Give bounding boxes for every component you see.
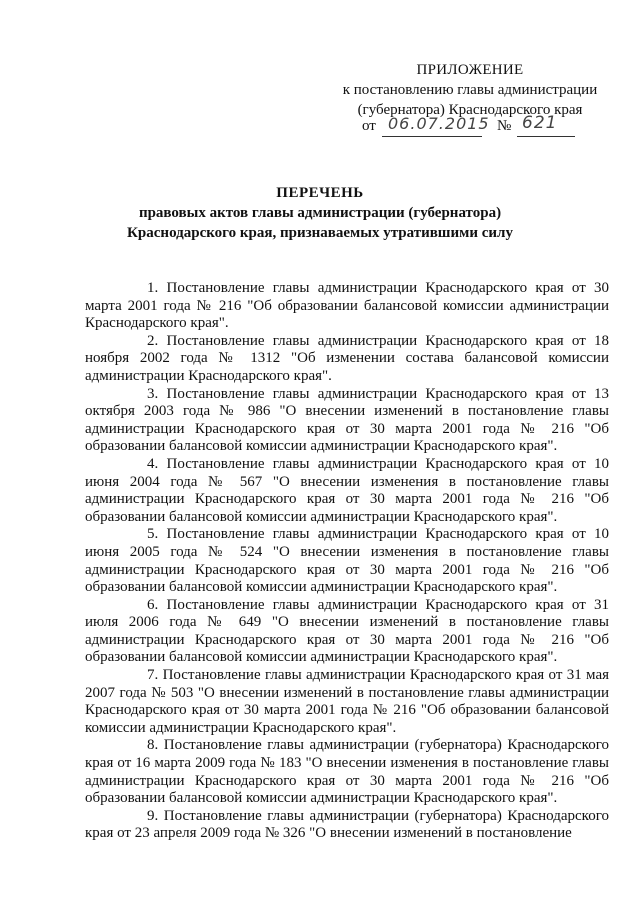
list-item bbox=[85, 333, 609, 386]
item-text: Постановление главы администрации Краснодарского края от 30 марта 2001 года № 216 "Об образовании балансовой комиссии администрации Краснодарского края". bbox=[85, 280, 610, 332]
item-number: 6 . bbox=[147, 597, 167, 613]
appendix-block bbox=[330, 60, 610, 120]
date-underline bbox=[382, 136, 482, 137]
item-text: Постановление главы администрации Краснодарского края от 10 июня 2005 года № 524 "О внесении изменения в постановление главы администрации Краснодарского края от 30 марта 2001 года № 216 "Об образовании балансовой комиссии администрации Краснодарского края". bbox=[85, 526, 610, 596]
appendix-title: ПРИЛОЖЕНИЕ bbox=[416, 62, 524, 78]
item-text: Постановление главы администрации Краснодарского края от 18 ноября 2002 года № 1312 "Об изменении состава балансовой комиссии администрации Краснодарского края". bbox=[85, 332, 610, 384]
handwritten-date: 06.07.2015 bbox=[388, 114, 490, 133]
acts-list bbox=[85, 280, 609, 843]
item-number: 5 . bbox=[147, 526, 167, 542]
item-number: 7 . bbox=[147, 667, 163, 683]
list-item bbox=[85, 737, 609, 807]
number-label: № bbox=[497, 118, 512, 134]
item-text: Постановление главы администрации (губернатора) Краснодарского края от 23 апреля 2009 года № 326 "О внесении изменений в постановление bbox=[85, 807, 609, 842]
heading-title: ПЕРЕЧЕНЬ bbox=[276, 185, 364, 201]
item-text: Постановление главы администрации (губернатора) Краснодарского края от 16 марта 2009 года № 183 "О внесении изменения в постановление главы администрации Краснодарского края от 30 марта 2001 года № 216 "Об образовании балансовой комиссии администрации Краснодарского края". bbox=[85, 737, 609, 807]
item-number: 1 . bbox=[147, 280, 167, 296]
from-label: от bbox=[362, 118, 376, 134]
list-item bbox=[85, 280, 609, 333]
heading-subtitle-2: Краснодарского края, признаваемых утратившими силу bbox=[127, 225, 513, 241]
list-item bbox=[85, 456, 609, 526]
date-number-row bbox=[362, 113, 612, 140]
list-item bbox=[85, 526, 609, 596]
appendix-line-1: к постановлению главы администрации bbox=[342, 82, 598, 98]
heading-subtitle-1: правовых актов главы администрации (губернатора) bbox=[138, 205, 502, 221]
handwritten-number: 621 bbox=[522, 113, 558, 133]
item-number: 9 . bbox=[147, 808, 164, 824]
item-number: 3 . bbox=[147, 386, 167, 402]
list-item bbox=[85, 808, 609, 843]
document-heading bbox=[80, 183, 560, 243]
item-text: Постановление главы администрации Краснодарского края от 13 октября 2003 года № 986 "О внесении изменений в постановление главы администрации Краснодарского края от 30 марта 2001 года № 216 "Об образовании балансовой комиссии администрации Краснодарского края". bbox=[85, 385, 610, 455]
number-underline bbox=[517, 136, 575, 137]
item-number: 8 . bbox=[147, 737, 164, 753]
item-text: Постановление главы администрации Краснодарского края от 31 мая 2007 года № 503 "О внесении изменений в постановление главы администрации Краснодарского края от 30 марта 2001 года № 216 "Об образовании балансовой комиссии администрации Краснодарского края". bbox=[85, 667, 609, 736]
list-item bbox=[85, 386, 609, 456]
item-number: 4 . bbox=[147, 456, 167, 472]
item-number: 2 . bbox=[147, 333, 167, 349]
item-text: Постановление главы администрации Краснодарского края от 10 июня 2004 года № 567 "О внесении изменения в постановление главы администрации Краснодарского края от 30 марта 2001 года № 216 "Об образовании балансовой комиссии администрации Краснодарского края". bbox=[85, 455, 610, 525]
list-item bbox=[85, 667, 609, 737]
item-text: Постановление главы администрации Краснодарского края от 31 июля 2006 года № 649 "О внесении изменений в постановление главы администрации Краснодарского края от 30 марта 2001 года № 216 "Об образовании балансовой комиссии администрации Краснодарского края". bbox=[85, 596, 610, 666]
appendix-line-2: (губернатора) Краснодарского края bbox=[357, 102, 583, 118]
list-item bbox=[85, 597, 609, 667]
